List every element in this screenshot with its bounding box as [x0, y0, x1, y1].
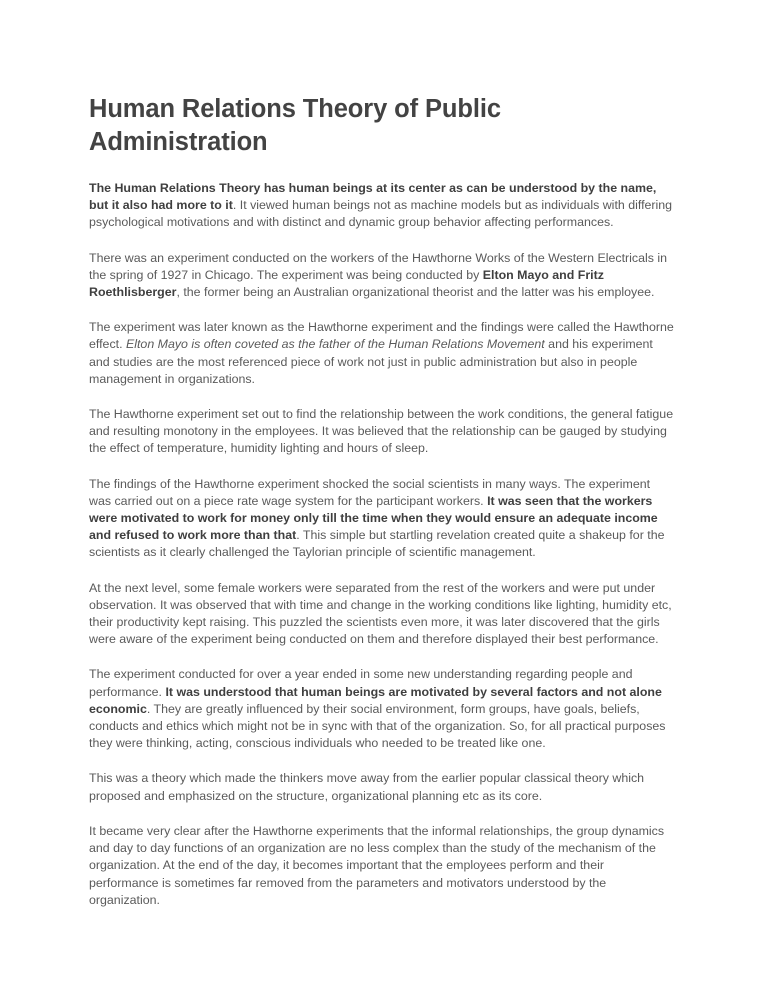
text-run: The experiment conducted for over a year ended in some new understanding regarding people and performance. [89, 667, 633, 699]
text-run: . It viewed human beings not as machine models but as individuals with differing psychological motivations and with distinct and dynamic group behavior affecting performances. [89, 198, 673, 230]
text-run: . This simple but startling revelation created quite a shakeup for the scientists as it clearly challenged the Taylorian principle of scientific management. [89, 528, 665, 560]
bold-text-run: It was seen that the workers were motivated to work for money only till the time when they would ensure an adequate income and refused to work more than that [89, 493, 658, 543]
bold-text-run: It was understood that human beings are motivated by several factors and not alone economic [89, 684, 662, 716]
paragraph [89, 580, 674, 649]
text-run: It became very clear after the Hawthorne experiments that the informal relationships, the group dynamics and day to day functions of an organization are no less complex than the study of the mechanism of the organization. At the end of the day, it becomes important that the employees perform and their performance is sometimes far removed from the parameters and motivators understood by the organization. [89, 823, 665, 907]
text-run: and his experiment and studies are the most referenced piece of work not just in public administration but also in people management in organizations. [89, 337, 653, 386]
text-run: The experiment was later known as the Hawthorne experiment and the findings were called the Hawthorne effect. [89, 320, 674, 352]
paragraph [89, 180, 674, 232]
page-title: Human Relations Theory of Public Administration [89, 95, 501, 156]
paragraph [89, 406, 674, 458]
text-run: This was a theory which made the thinkers move away from the earlier popular classical theory which proposed and emphasized on the structure, organizational planning etc as its core. [89, 771, 645, 803]
text-run: . They are greatly influenced by their social environment, form groups, have goals, beliefs, conducts and ethics which might not be in sync with that of the organization. So, for all practical purposes they were thinking, acting, conscious individuals who needed to be treated like one. [89, 701, 666, 751]
paragraph [89, 770, 674, 804]
text-run: The findings of the Hawthorne experiment shocked the social scientists in many ways. The experiment was carried out on a piece rate wage system for the participant workers. [89, 476, 651, 508]
text-run: There was an experiment conducted on the workers of the Hawthorne Works of the Western Electricals in the spring of 1927 in Chicago. The experiment was being conducted by [89, 250, 668, 282]
bold-text-run: The Human Relations Theory has human beings at its center as can be understood by the name, but it also had more to it [89, 181, 657, 213]
paragraph [89, 476, 674, 562]
paragraph [89, 319, 674, 388]
italic-text-run: Elton Mayo is often coveted as the father of the Human Relations Movement [125, 337, 545, 352]
text-run: The Hawthorne experiment set out to find the relationship between the work conditions, the general fatigue and resulting monotony in the employees. It was believed that the relationship can be gauged by studying the effect of temperature, humidity lighting and hours of sleep. [89, 407, 674, 456]
paragraph [89, 666, 674, 752]
paragraph [89, 250, 674, 302]
bold-text-run: Elton Mayo and Fritz Roethlisberger [89, 267, 604, 300]
text-run: , the former being an Australian organizational theorist and the latter was his employee. [176, 285, 655, 300]
paragraph [89, 823, 674, 909]
document-body [89, 180, 674, 909]
text-run: At the next level, some female workers were separated from the rest of the workers and were put under observation. It was observed that with time and change in the working conditions like lighting, humidity etc, their productivity kept raising. This puzzled the scientists even more, it was later discovered that the girls were aware of the experiment being conducted on them and therefore displayed their best performance. [89, 580, 672, 647]
